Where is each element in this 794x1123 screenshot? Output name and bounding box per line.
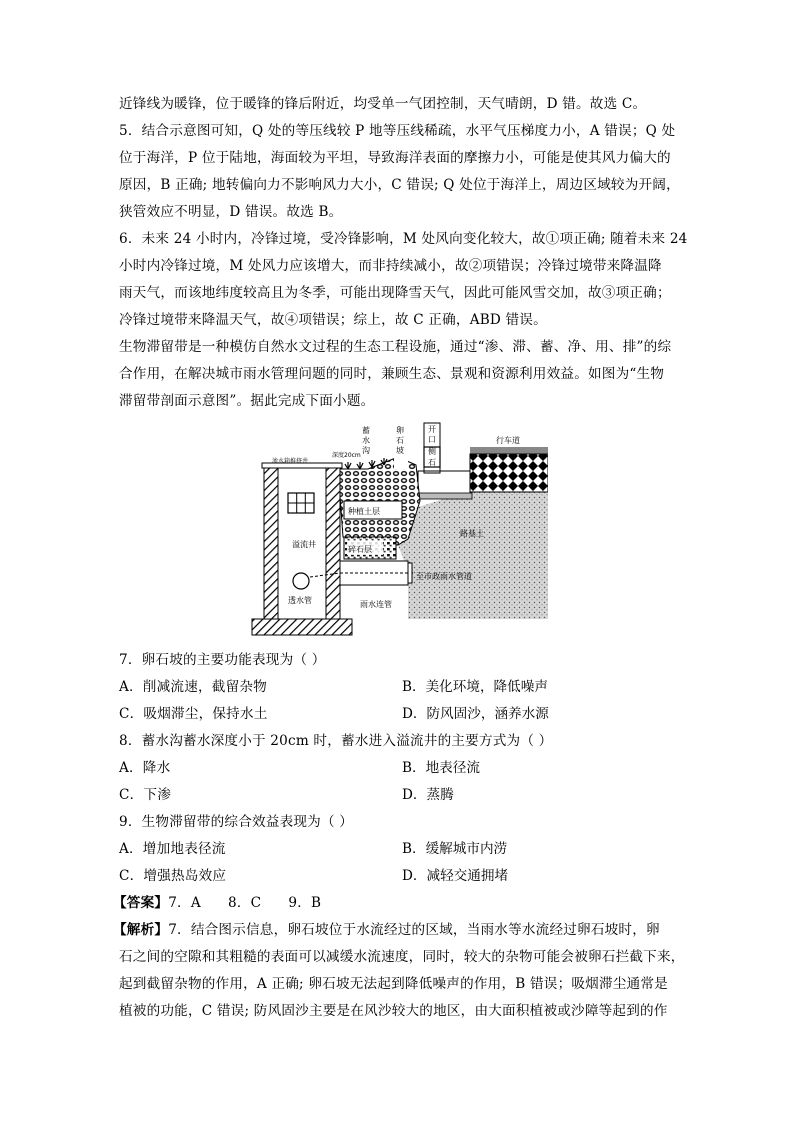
label-opening-1: 开 <box>428 425 436 434</box>
label-gravel: 碎石层 <box>348 545 372 554</box>
option-c: C．增强热岛效应 <box>119 868 227 884</box>
analysis-line: 起到截留杂物的作用，A 正确; 卵石坡无法起到降低噪声的作用，B 错误；吸烟滞尘通常是 <box>119 976 668 992</box>
label-storage-2: 水 <box>362 436 370 445</box>
rain-pipe <box>340 561 413 585</box>
option-c: C．下渗 <box>119 787 171 803</box>
label-opening-3: 侧 <box>428 447 436 456</box>
text-line: 小时内冷锋过境，M 处风力应该增大，而非持续减小，故②项错误；冷锋过境带来降温降 <box>119 258 662 274</box>
label-pebble-2: 石 <box>396 436 404 445</box>
label-top-left: 渗水箱推挤井 <box>272 458 309 465</box>
road-base-layer <box>470 454 548 492</box>
text-line: 5．结合示意图可知，Q 处的等压线较 P 地等压线稀疏，水平气压梯度力小，A 错误；Q 处 <box>119 123 676 139</box>
analysis-line: 植被的功能，C 错误; 防风固沙主要是在风沙较大的地区，由大面积植被或沙障等起到的作 <box>119 1003 668 1019</box>
label-road: 行车道 <box>496 436 520 445</box>
option-a: A．降水 <box>119 760 171 776</box>
label-rain-pipe: 雨水连管 <box>360 600 392 609</box>
label-municipal: 至市政雨水管道 <box>416 572 472 581</box>
label-opening-4: 石 <box>428 458 436 467</box>
question-stem: 7．卵石坡的主要功能表现为（ ） <box>119 652 326 668</box>
text-line: 6．未来 24 小时内，冷锋过境，受冷锋影响，M 处风向变化较大，故①项正确; 随着未来 24 <box>119 231 688 247</box>
text-line: 位于海洋，P 位于陆地，海面较为平坦，导致海洋表面的摩擦力小，可能是使其风力偏大的 <box>119 150 671 166</box>
answer-text: 7．A 8．C 9．B <box>168 895 322 911</box>
option-b: B．地表径流 <box>402 760 480 776</box>
well-wall-left <box>264 467 278 627</box>
text-line: 合作用，在解决城市雨水管理问题的同时，兼顾生态、景观和资源利用效益。如图为“生物 <box>119 366 665 382</box>
well-base <box>252 619 352 635</box>
text-line: 狭管效应不明显，D 错误。故选 B。 <box>119 204 343 220</box>
option-a: A．增加地表径流 <box>119 841 226 857</box>
label-storage-3: 沟 <box>362 446 370 455</box>
text-line: 冷锋过境带来降温天气，故④项错误；综上，故 C 正确，ABD 错误。 <box>119 312 547 328</box>
well-grate <box>288 493 314 513</box>
text-line: 原因，B 正确; 地转偏向力不影响风力大小，C 错误; Q 处位于海洋上，周边区域较为开阔， <box>119 177 680 193</box>
label-opening-2: 口 <box>428 435 436 444</box>
well-wall-right <box>326 467 340 627</box>
question-stem: 9．生物滞留带的综合效益表现为（ ） <box>119 814 354 830</box>
road-surface <box>470 447 548 454</box>
label-permeable-pipe: 透水管 <box>288 596 312 605</box>
text-line: 雨天气，而该地纬度较高且为冬季，可能出现降雪天气，因此可能风雪交加，故③项正确； <box>119 285 671 301</box>
bioretention-diagram <box>248 421 548 639</box>
option-d: D．减轻交通拥堵 <box>402 868 509 884</box>
option-d: D．防风固沙，涵养水源 <box>402 706 549 722</box>
analysis-line: 石之间的空隙和其粗糙的表面可以减缓水流速度，同时，较大的杂物可能会被卵石拦截下来， <box>119 949 685 965</box>
option-d: D．蒸腾 <box>402 787 454 803</box>
option-b: B．缓解城市内涝 <box>402 841 508 857</box>
answer-line <box>113 893 321 913</box>
answer-label: 【答案】 <box>113 895 169 911</box>
option-a: A．削减流速，截留杂物 <box>119 679 267 695</box>
label-planting-soil: 种植土层 <box>348 507 380 516</box>
label-pebble-3: 坡 <box>396 446 404 455</box>
permeable-pipe <box>293 573 309 589</box>
text-line: 滞留带剖面示意图”。据此完成下面小题。 <box>119 393 375 409</box>
option-c: C．吸烟滞尘，保持水土 <box>119 706 268 722</box>
analysis-text: 7．结合图示信息，卵石坡位于水流经过的区域，当雨水等水流经过卵石坡时，卵 <box>168 922 660 938</box>
text-line: 生物滞留带是一种模仿自然水文过程的生态工程设施，通过“渗、滞、蓄、净、用、排”的综 <box>119 339 672 355</box>
text-line: 近锋线为暖锋，位于暖锋的锋后附近，均受单一气团控制，天气晴朗，D 错。故选 C。 <box>119 96 647 112</box>
question-stem: 8．蓄水沟蓄水深度小于 20cm 时，蓄水进入溢流井的主要方式为（ ） <box>119 733 553 749</box>
option-b: B．美化环境，降低噪声 <box>402 679 548 695</box>
label-overflow-well: 溢流井 <box>292 540 316 549</box>
analysis-line <box>113 920 660 940</box>
label-storage-1: 蓄 <box>362 426 370 435</box>
analysis-label: 【解析】 <box>113 922 169 938</box>
label-pebble-1: 卵 <box>396 426 404 435</box>
label-subgrade: 路基土 <box>460 529 484 538</box>
label-depth: 深度20cm <box>332 452 361 459</box>
